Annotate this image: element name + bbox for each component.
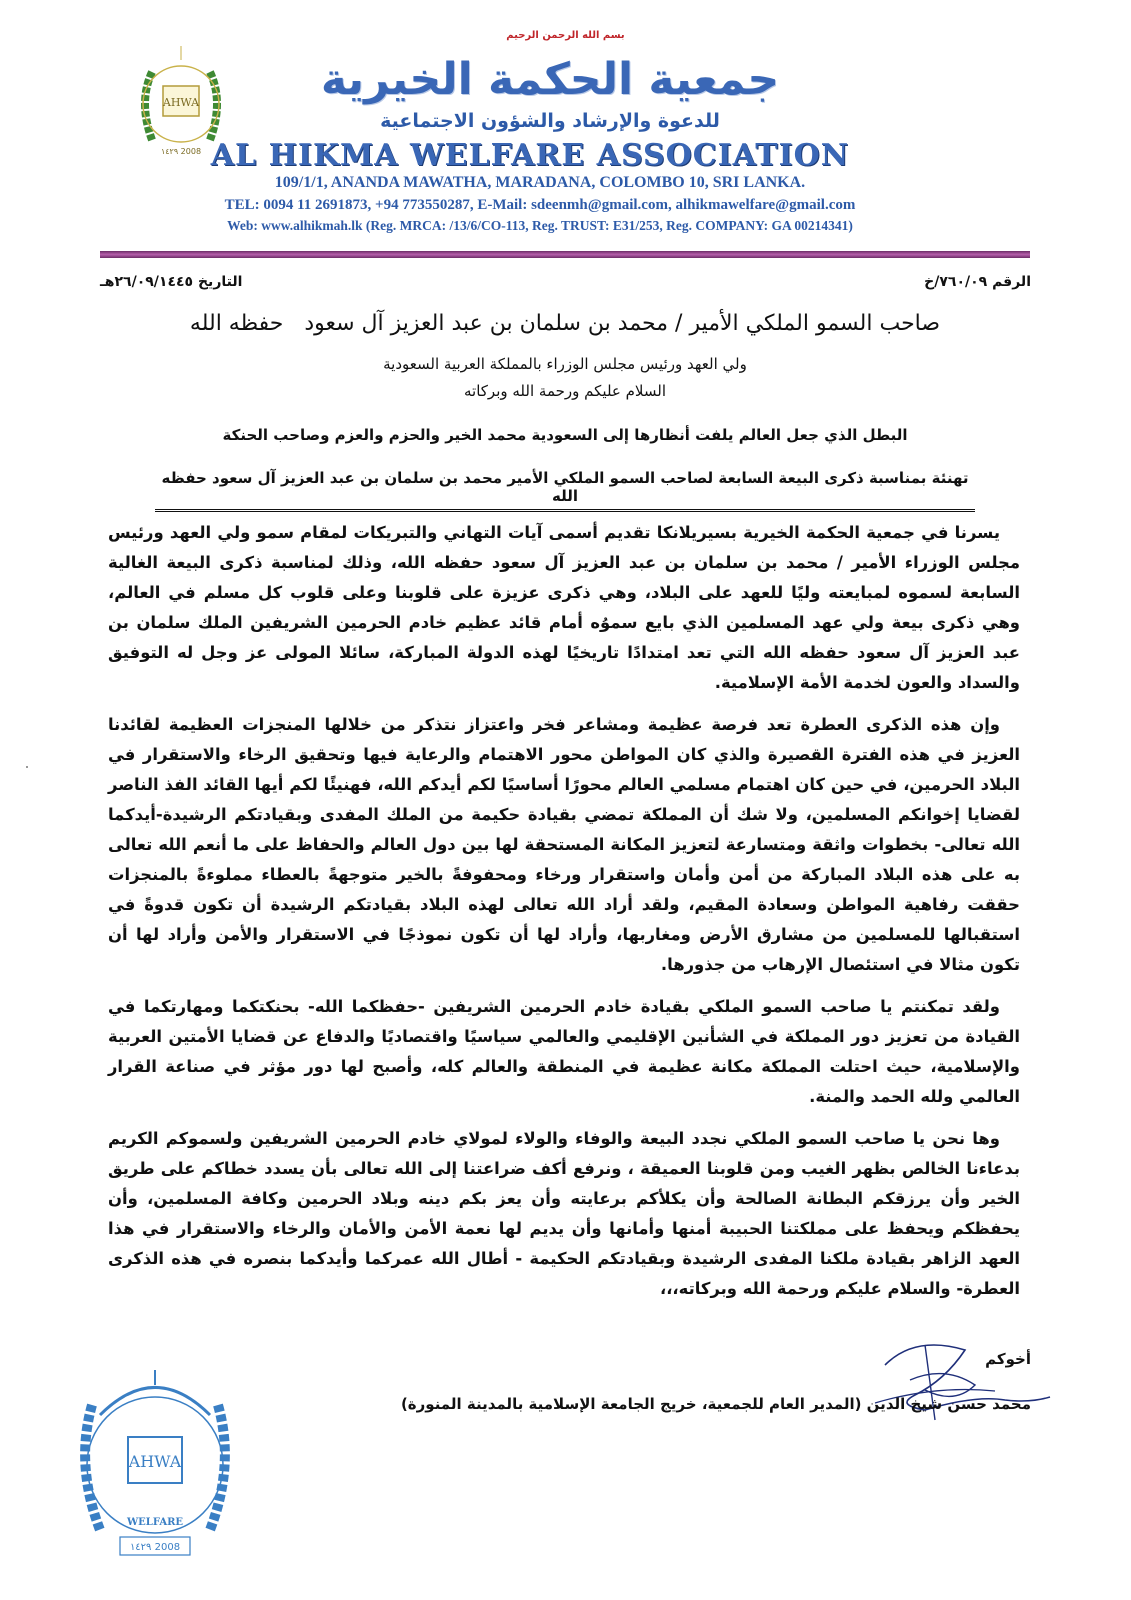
- association-stamp-icon: [40, 1365, 270, 1565]
- addressee-title: ولي العهد ورئيس مجلس الوزراء بالمملكة العربية السعودية: [383, 355, 747, 373]
- scan-mark: [26, 766, 28, 768]
- svg-text:١٤٢٩ 2008: ١٤٢٩ 2008: [160, 147, 202, 156]
- signatory-name: محمد حسن شيخ الدين (المدير العام للجمعية، خريج الجامعة الإسلامية بالمدينة المنورة): [400, 1395, 1031, 1413]
- greeting: السلام عليكم ورحمة الله وبركاته: [464, 382, 666, 400]
- body-paragraph: يسرنا في جمعية الحكمة الخيرية بسيريلانكا تقديم أسمى آيات التهاني والتبريكات لمقام سمو ولي العهد ورئيس مجلس الوزراء الأمير / محمد بن سلمان بن عبد العزيز آل سعود حفظه الله، وذلك لمناسبة ذكرى البيعة الغالية السابعة لسموه لمبايعته وليًا للعهد على البلاد، وهي ذكرى عزيزة على قلوبنا وعلى قلوب كل مسلم في العالم، وهي ذكرى بيعة ولي عهد المسلمين الذي بايع سموُه أمام قائد عظيم خادم الحرمين الشريفين الملك سلمان بن عبد العزيز آل سعود حفظه الله التي تعد امتدادًا تاريخيًا لهذه الدولة المباركة، سائلا المولى عز وجل له التوفيق والسداد والعون لخدمة الأمة الإسلامية.: [108, 523, 1020, 692]
- addressee-name: صاحب السمو الملكي الأمير / محمد بن سلمان بن عبد العزيز آل سعود حفظه الله: [189, 311, 941, 336]
- body-paragraph: وها نحن يا صاحب السمو الملكي نجدد البيعة والوفاء والولاء لمولاي خادم الحرمين الشريفين ولسموكم الكريم بدعاءنا الخالص بظهر الغيب ومن قلوبنا العميقة ، ونرفع أكف ضراعتنا إلى الله تعالى بأن يسدد خطاكم على طريق الخير وأن يرزقكم البطانة الصالحة وأن يكلأكم برعايته وأن يعز بكم دينه وبلاد الحرمين وكافة المسلمين، وأن يحفظكم ويحفظ على مملكتنا الحبيبة أمنها وأمانها وأن يديم لها نعمة الأمن والأمان والرخاء والاستقرار في هذا العهد الزاهر بقيادة ملكنا المفدى الرشيدة وبقيادتكم الحكيمة - أطال الله عمركما وأيدكما بنصره في هذه الذكرى العطرة- والسلام عليكم ورحمة الله وبركاته،،،: [108, 1129, 1020, 1298]
- header-divider: [100, 251, 1030, 258]
- headline-subject: تهنئة بمناسبة ذكرى البيعة السابعة لصاحب السمو الملكي الأمير محمد بن سلمان بن عبد العزيز آل سعود حفظه الله: [155, 469, 975, 512]
- reference-number: الرقم ٧٦٠/٠٩/خ: [924, 274, 1031, 290]
- svg-text:١٤٢٩ 2008: ١٤٢٩ 2008: [129, 1542, 181, 1553]
- arabic-organization-name: جمعية الحكمة الخيرية: [320, 54, 780, 105]
- letter-date: التاريخ ٢٦/٠٩/١٤٤٥هـ: [100, 274, 243, 290]
- arabic-organization-subtitle: للدعوة والإرشاد والشؤون الاجتماعية: [380, 110, 720, 132]
- english-organization-name: AL HIKMA WELFARE ASSOCIATION: [210, 138, 850, 173]
- address-line: 109/1/1, ANANDA MAWATHA, MARADANA, COLOMBO 10, SRI LANKA.: [274, 174, 806, 191]
- contact-line: TEL: 0094 11 2691873, +94 773550287, E-Mail: sdeenmh@gmail.com, alhikmawelfare@gmail.com: [224, 197, 856, 213]
- svg-text:AHWA: AHWA: [128, 1452, 182, 1471]
- body-paragraph: وإن هذه الذكرى العطرة تعد فرصة عظيمة ومشاعر فخر واعتزاز نتذكر من خلالها المنجزات العظيمة لقائدنا العزيز في هذه الفترة القصيرة والذي كان المواطن محور الاهتمام والرعاية فيها وتحقيق الرخاء والاستقرار في البلاد الحرمين، في حين كان اهتمام مسلمي العالم محورًا أساسيًا لكم أيدكم الله، فهنيئًا لكم أيها القائد الفذ الناصر لقضايا إخوانكم المسلمين، ولا شك أن المملكة تمضي بقيادة حكيمة من الملك المفدى وبقيادتكم الرشيدة-أيدكما الله تعالى- بخطوات واثقة ومتسارعة لتعزيز المكانة المستحقة لها بين دول العالم والحفاظ على ما أنعم الله تعالى به على هذه البلاد المباركة من أمن وأمان واستقرار ورخاء ومحفوفةً بالخير متوجهةً بالعطاء مملوءةً بالمنجزات حققت رفاهية المواطن وسعادة المقيم، ولقد أراد الله تعالى لهذه البلاد بقيادتكم الرشيدة أن تكون قدوةً في استقبالها للمسلمين من مشارق الأرض ومغاربها، وأراد لها أن تكون نموذجًا في الاستقرار والأمن وأراد لها أن تكون مثالا في استئصال الإرهاب من جذورها.: [108, 715, 1020, 974]
- body-paragraph: ولقد تمكنتم يا صاحب السمو الملكي بقيادة خادم الحرمين الشريفين -حفظكما الله- بحنكتكما ومهارتكما في القيادة من تعزيز دور المملكة في الشأنين الإقليمي والعالمي سياسيًا واقتصاديًا والدفاع عن قضايا الأمتين العربية والإسلامية، حيث احتلت المملكة مكانة عظيمة في المنطقة والعالم كله، وأصبح لها دور مؤثر في صناعة القرار العالمي ولله الحمد والمنة.: [108, 997, 1020, 1106]
- closing-salutation: أخوكم: [985, 1350, 1031, 1368]
- svg-text:WELFARE: WELFARE: [126, 1517, 184, 1528]
- letter-body: [108, 518, 1020, 1316]
- registration-line: Web: www.alhikmah.lk (Reg. MRCA: /13/6/CO-113, Reg. TRUST: E31/253, Reg. COMPANY: GA 00214341): [227, 218, 853, 233]
- basmala: بسم الله الرحمن الرحيم: [506, 30, 625, 41]
- headline-primary: البطل الذي جعل العالم يلفت أنظارها إلى السعودية محمد الخير والحزم والعزم وصاحب الحنكة: [222, 426, 908, 444]
- svg-text:AHWA: AHWA: [162, 96, 200, 109]
